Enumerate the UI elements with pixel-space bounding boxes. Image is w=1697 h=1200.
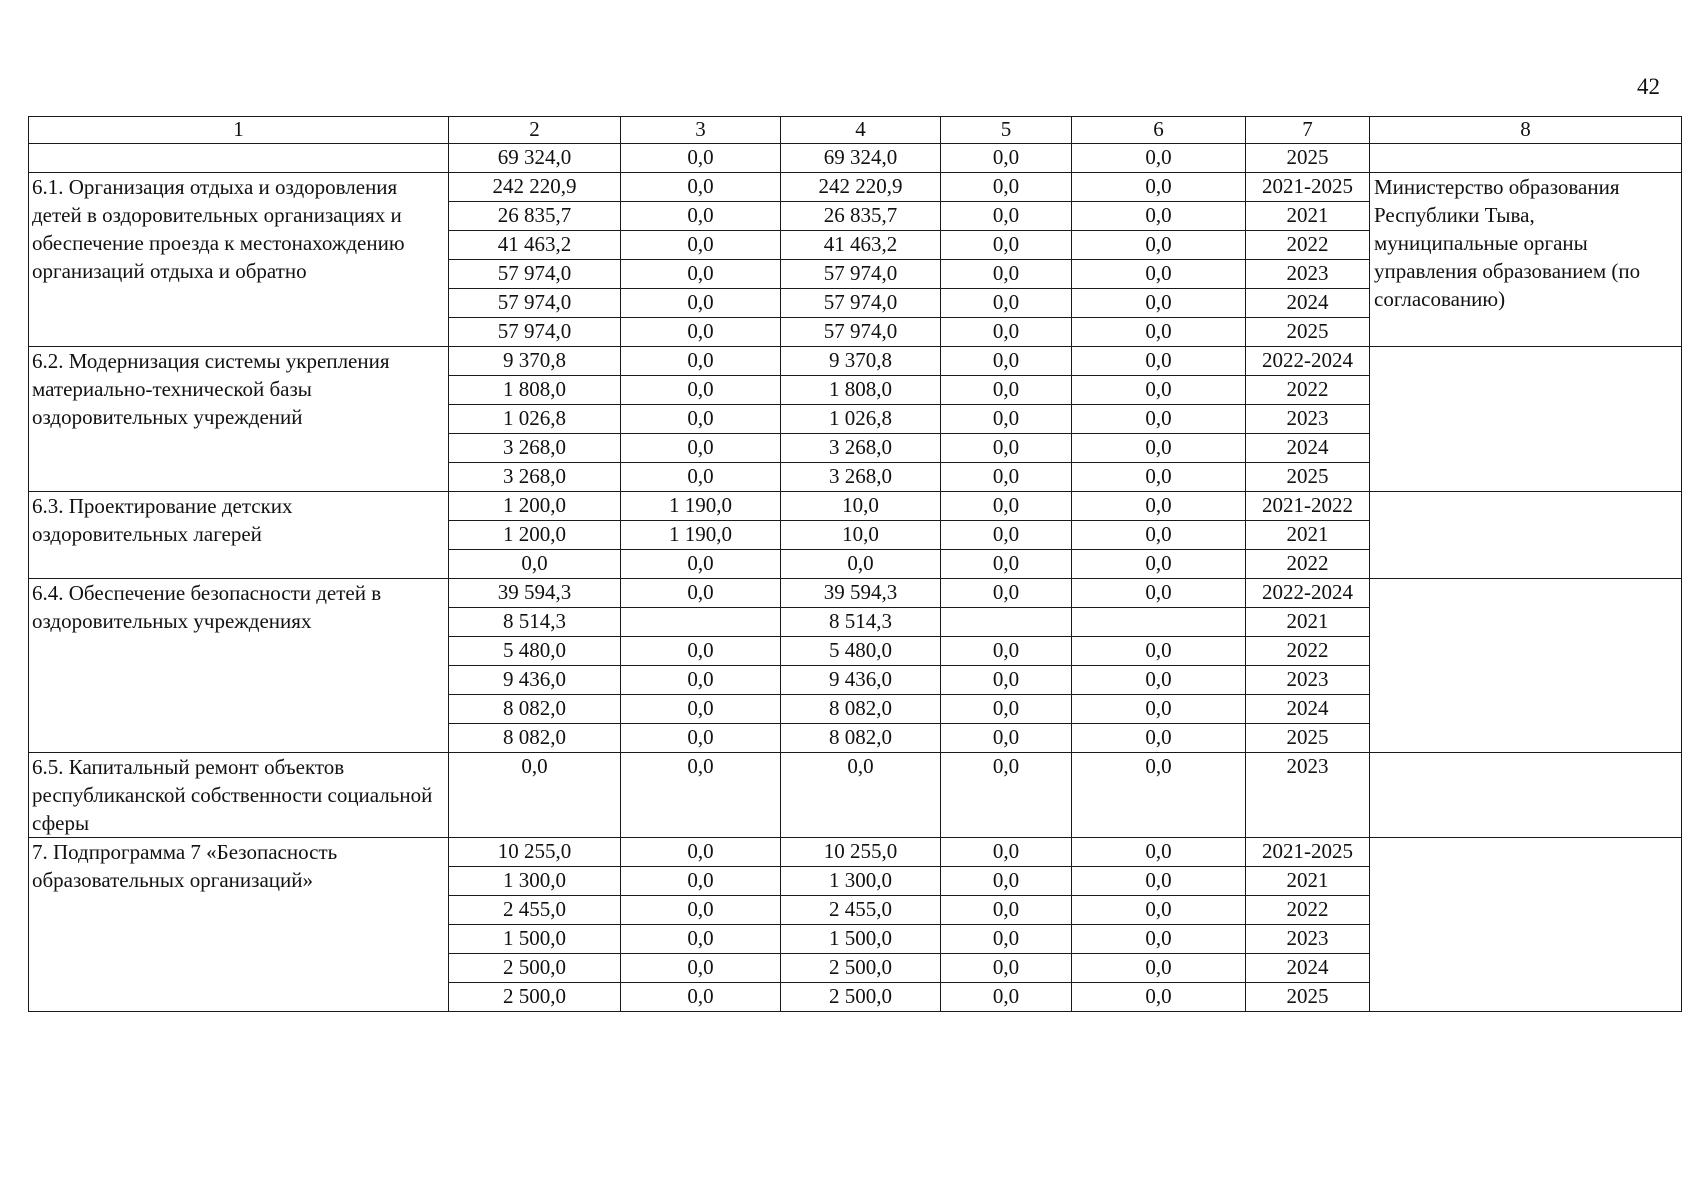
value-cell: 2 500,0 xyxy=(781,983,941,1012)
column-header: 7 xyxy=(1246,117,1370,144)
value-cell: 8 514,3 xyxy=(449,608,621,637)
value-cell: 0,0 xyxy=(621,695,781,724)
value-cell: 1 300,0 xyxy=(781,867,941,896)
year-cell: 2022 xyxy=(1246,376,1370,405)
value-cell: 9 370,8 xyxy=(449,347,621,376)
column-number-row xyxy=(29,117,1682,144)
value-cell: 0,0 xyxy=(941,405,1072,434)
value-cell: 0,0 xyxy=(621,231,781,260)
value-cell: 0,0 xyxy=(621,144,781,173)
value-cell: 0,0 xyxy=(621,347,781,376)
value-cell: 0,0 xyxy=(621,724,781,753)
value-cell: 0,0 xyxy=(941,954,1072,983)
value-cell: 0,0 xyxy=(1072,983,1246,1012)
page-number: 42 xyxy=(1637,74,1660,99)
description-cell: 6.2. Модернизация системы укрепления материально-технической базы оздоровительных учреждений xyxy=(29,347,449,492)
column-header: 3 xyxy=(621,117,781,144)
value-cell: 8 082,0 xyxy=(449,724,621,753)
value-cell: 10 255,0 xyxy=(781,838,941,867)
year-cell: 2021 xyxy=(1246,608,1370,637)
value-cell: 0,0 xyxy=(941,983,1072,1012)
value-cell: 1 300,0 xyxy=(449,867,621,896)
value-cell: 0,0 xyxy=(621,202,781,231)
table-row xyxy=(29,347,1682,376)
value-cell: 10 255,0 xyxy=(449,838,621,867)
column-header: 5 xyxy=(941,117,1072,144)
value-cell: 1 200,0 xyxy=(449,521,621,550)
value-cell: 3 268,0 xyxy=(449,434,621,463)
value-cell: 0,0 xyxy=(1072,260,1246,289)
value-cell: 0,0 xyxy=(1072,318,1246,347)
value-cell: 0,0 xyxy=(941,318,1072,347)
column-header: 4 xyxy=(781,117,941,144)
value-cell: 0,0 xyxy=(941,144,1072,173)
year-cell: 2021-2022 xyxy=(1246,492,1370,521)
value-cell: 57 974,0 xyxy=(449,289,621,318)
executor-cell xyxy=(1370,492,1682,579)
value-cell: 0,0 xyxy=(621,260,781,289)
table-row xyxy=(29,838,1682,867)
value-cell: 1 808,0 xyxy=(449,376,621,405)
value-cell: 0,0 xyxy=(941,550,1072,579)
value-cell: 0,0 xyxy=(941,260,1072,289)
value-cell: 0,0 xyxy=(941,376,1072,405)
executor-cell xyxy=(1370,838,1682,1012)
value-cell: 242 220,9 xyxy=(781,173,941,202)
value-cell: 41 463,2 xyxy=(781,231,941,260)
year-cell: 2021 xyxy=(1246,202,1370,231)
value-cell: 1 808,0 xyxy=(781,376,941,405)
executor-cell xyxy=(1370,347,1682,492)
value-cell: 0,0 xyxy=(941,231,1072,260)
value-cell: 0,0 xyxy=(941,695,1072,724)
value-cell: 0,0 xyxy=(621,434,781,463)
value-cell: 0,0 xyxy=(941,463,1072,492)
value-cell: 0,0 xyxy=(1072,376,1246,405)
value-cell: 0,0 xyxy=(621,838,781,867)
year-cell: 2023 xyxy=(1246,260,1370,289)
year-cell: 2025 xyxy=(1246,318,1370,347)
value-cell: 57 974,0 xyxy=(781,289,941,318)
value-cell: 39 594,3 xyxy=(449,579,621,608)
value-cell: 0,0 xyxy=(941,724,1072,753)
year-cell: 2021-2025 xyxy=(1246,173,1370,202)
value-cell: 0,0 xyxy=(621,550,781,579)
value-cell: 1 026,8 xyxy=(449,405,621,434)
value-cell: 57 974,0 xyxy=(449,318,621,347)
value-cell: 0,0 xyxy=(941,347,1072,376)
value-cell: 0,0 xyxy=(1072,231,1246,260)
value-cell: 69 324,0 xyxy=(449,144,621,173)
value-cell: 0,0 xyxy=(621,376,781,405)
value-cell: 0,0 xyxy=(1072,666,1246,695)
value-cell: 0,0 xyxy=(1072,405,1246,434)
value-cell xyxy=(1072,608,1246,637)
year-cell: 2023 xyxy=(1246,666,1370,695)
budget-table xyxy=(28,116,1682,1012)
value-cell: 0,0 xyxy=(1072,521,1246,550)
year-cell: 2022 xyxy=(1246,550,1370,579)
year-cell: 2025 xyxy=(1246,463,1370,492)
executor-cell xyxy=(1370,753,1682,838)
executor-cell xyxy=(1370,144,1682,173)
value-cell: 0,0 xyxy=(621,405,781,434)
value-cell: 0,0 xyxy=(941,666,1072,695)
value-cell: 8 082,0 xyxy=(781,724,941,753)
value-cell: 242 220,9 xyxy=(449,173,621,202)
value-cell: 2 500,0 xyxy=(449,983,621,1012)
year-cell: 2024 xyxy=(1246,695,1370,724)
value-cell: 0,0 xyxy=(621,867,781,896)
value-cell: 0,0 xyxy=(781,550,941,579)
value-cell: 0,0 xyxy=(1072,867,1246,896)
value-cell: 0,0 xyxy=(621,318,781,347)
value-cell: 10,0 xyxy=(781,521,941,550)
value-cell: 0,0 xyxy=(941,492,1072,521)
description-cell: 6.1. Организация отдыха и оздоровления детей в оздоровительных организациях и обеспечение проезда к местонахождению организаций отдыха и обратно xyxy=(29,173,449,347)
value-cell xyxy=(941,608,1072,637)
value-cell: 2 500,0 xyxy=(449,954,621,983)
value-cell: 3 268,0 xyxy=(781,463,941,492)
table-row xyxy=(29,753,1682,838)
year-cell: 2024 xyxy=(1246,434,1370,463)
value-cell: 0,0 xyxy=(621,289,781,318)
year-cell: 2022 xyxy=(1246,637,1370,666)
value-cell: 10,0 xyxy=(781,492,941,521)
value-cell: 9 436,0 xyxy=(781,666,941,695)
value-cell: 0,0 xyxy=(941,579,1072,608)
year-cell: 2024 xyxy=(1246,954,1370,983)
value-cell: 0,0 xyxy=(941,925,1072,954)
description-cell: 6.3. Проектирование детских оздоровительных лагерей xyxy=(29,492,449,579)
table-row xyxy=(29,173,1682,202)
year-cell: 2022-2024 xyxy=(1246,347,1370,376)
value-cell: 0,0 xyxy=(1072,434,1246,463)
value-cell: 0,0 xyxy=(1072,347,1246,376)
value-cell: 0,0 xyxy=(1072,896,1246,925)
value-cell: 0,0 xyxy=(941,867,1072,896)
value-cell: 2 455,0 xyxy=(781,896,941,925)
value-cell: 0,0 xyxy=(941,202,1072,231)
year-cell: 2021 xyxy=(1246,867,1370,896)
value-cell: 0,0 xyxy=(1072,289,1246,318)
value-cell: 39 594,3 xyxy=(781,579,941,608)
value-cell: 5 480,0 xyxy=(781,637,941,666)
value-cell: 0,0 xyxy=(1072,202,1246,231)
year-cell: 2023 xyxy=(1246,925,1370,954)
year-cell: 2021 xyxy=(1246,521,1370,550)
value-cell: 0,0 xyxy=(1072,579,1246,608)
value-cell: 2 455,0 xyxy=(449,896,621,925)
description-cell: 7. Подпрограмма 7 «Безопасность образовательных организаций» xyxy=(29,838,449,1012)
value-cell: 0,0 xyxy=(621,173,781,202)
executor-cell xyxy=(1370,579,1682,753)
year-cell: 2022 xyxy=(1246,231,1370,260)
value-cell: 0,0 xyxy=(941,896,1072,925)
value-cell: 9 370,8 xyxy=(781,347,941,376)
column-header: 1 xyxy=(29,117,449,144)
value-cell: 8 082,0 xyxy=(781,695,941,724)
value-cell: 0,0 xyxy=(449,550,621,579)
value-cell xyxy=(621,608,781,637)
year-cell: 2023 xyxy=(1246,753,1370,838)
value-cell: 0,0 xyxy=(1072,695,1246,724)
value-cell: 0,0 xyxy=(1072,724,1246,753)
value-cell: 0,0 xyxy=(1072,925,1246,954)
value-cell: 0,0 xyxy=(941,838,1072,867)
value-cell: 0,0 xyxy=(621,896,781,925)
value-cell: 57 974,0 xyxy=(449,260,621,289)
value-cell: 1 500,0 xyxy=(781,925,941,954)
value-cell: 0,0 xyxy=(621,925,781,954)
value-cell: 0,0 xyxy=(941,434,1072,463)
value-cell: 0,0 xyxy=(1072,492,1246,521)
value-cell: 1 190,0 xyxy=(621,521,781,550)
year-cell: 2021-2025 xyxy=(1246,838,1370,867)
value-cell: 57 974,0 xyxy=(781,318,941,347)
value-cell: 0,0 xyxy=(1072,144,1246,173)
value-cell: 0,0 xyxy=(1072,463,1246,492)
value-cell: 69 324,0 xyxy=(781,144,941,173)
value-cell: 0,0 xyxy=(1072,753,1246,838)
year-cell: 2024 xyxy=(1246,289,1370,318)
value-cell: 41 463,2 xyxy=(449,231,621,260)
value-cell: 5 480,0 xyxy=(449,637,621,666)
value-cell: 0,0 xyxy=(941,521,1072,550)
value-cell: 0,0 xyxy=(1072,838,1246,867)
executor-cell: Министерство образования Республики Тыва, муниципальные органы управления образованием (по согласованию) xyxy=(1370,173,1682,347)
value-cell: 1 026,8 xyxy=(781,405,941,434)
value-cell: 0,0 xyxy=(1072,637,1246,666)
value-cell: 0,0 xyxy=(621,983,781,1012)
value-cell: 0,0 xyxy=(621,666,781,695)
value-cell: 0,0 xyxy=(621,637,781,666)
column-header: 6 xyxy=(1072,117,1246,144)
year-cell: 2025 xyxy=(1246,983,1370,1012)
value-cell: 3 268,0 xyxy=(781,434,941,463)
year-cell: 2025 xyxy=(1246,724,1370,753)
value-cell: 0,0 xyxy=(941,289,1072,318)
value-cell: 0,0 xyxy=(941,753,1072,838)
value-cell: 0,0 xyxy=(621,753,781,838)
table-row xyxy=(29,579,1682,608)
column-header: 2 xyxy=(449,117,621,144)
year-cell: 2022 xyxy=(1246,896,1370,925)
value-cell: 26 835,7 xyxy=(449,202,621,231)
description-cell xyxy=(29,144,449,173)
value-cell: 0,0 xyxy=(1072,954,1246,983)
value-cell: 0,0 xyxy=(941,173,1072,202)
value-cell: 0,0 xyxy=(941,637,1072,666)
description-cell: 6.5. Капитальный ремонт объектов республиканской собственности социальной сферы xyxy=(29,753,449,838)
value-cell: 57 974,0 xyxy=(781,260,941,289)
value-cell: 0,0 xyxy=(449,753,621,838)
value-cell: 2 500,0 xyxy=(781,954,941,983)
description-cell: 6.4. Обеспечение безопасности детей в оздоровительных учреждениях xyxy=(29,579,449,753)
value-cell: 0,0 xyxy=(781,753,941,838)
value-cell: 0,0 xyxy=(1072,173,1246,202)
table-row xyxy=(29,492,1682,521)
value-cell: 0,0 xyxy=(1072,550,1246,579)
column-header: 8 xyxy=(1370,117,1682,144)
value-cell: 0,0 xyxy=(621,463,781,492)
value-cell: 8 514,3 xyxy=(781,608,941,637)
value-cell: 1 500,0 xyxy=(449,925,621,954)
year-cell: 2025 xyxy=(1246,144,1370,173)
value-cell: 26 835,7 xyxy=(781,202,941,231)
table-row xyxy=(29,144,1682,173)
value-cell: 8 082,0 xyxy=(449,695,621,724)
value-cell: 1 200,0 xyxy=(449,492,621,521)
year-cell: 2023 xyxy=(1246,405,1370,434)
value-cell: 1 190,0 xyxy=(621,492,781,521)
value-cell: 9 436,0 xyxy=(449,666,621,695)
value-cell: 0,0 xyxy=(621,579,781,608)
value-cell: 3 268,0 xyxy=(449,463,621,492)
value-cell: 0,0 xyxy=(621,954,781,983)
year-cell: 2022-2024 xyxy=(1246,579,1370,608)
